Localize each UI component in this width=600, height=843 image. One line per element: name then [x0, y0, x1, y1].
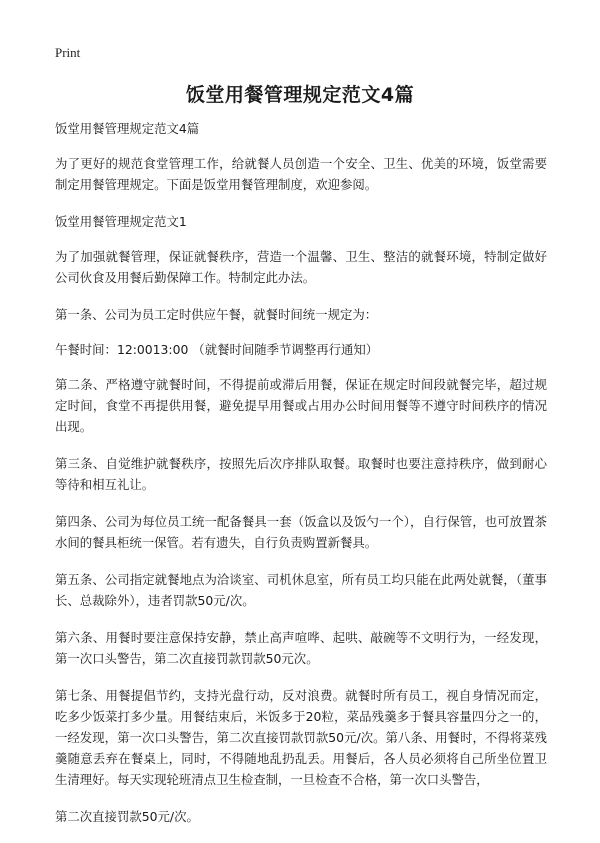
- document-title: 饭堂用餐管理规定范文4篇: [185, 84, 415, 106]
- paragraph-fine: 第二次直接罚款50元/次。: [55, 809, 199, 824]
- paragraph-section-heading: 饭堂用餐管理规定范文1: [55, 214, 187, 229]
- print-link[interactable]: Print: [55, 45, 81, 60]
- paragraph-article-6: 第六条、用餐时要注意保持安静，禁止高声喧哗、起哄、敲碗等不文明行为，一经发现，第一次口头警告，第二次直接罚款罚款50元次。: [55, 630, 547, 666]
- paragraph-article-3: 第三条、自觉维护就餐秩序，按照先后次序排队取餐。取餐时也要注意持秩序，做到耐心等待和相互礼让。: [55, 456, 547, 492]
- document-body: [55, 118, 547, 843]
- paragraph-article-2: 第二条、严格遵守就餐时间，不得提前或滞后用餐，保证在规定时间段就餐完毕，超过规定时间，食堂不再提供用餐，避免提早用餐或占用办公时间用餐等不遵守时间秩序的情况出现。: [55, 377, 547, 434]
- paragraph-article-5: 第五条、公司指定就餐地点为洽谈室、司机休息室，所有员工均只能在此两处就餐，（董事长、总裁除外），违者罚款50元/次。: [55, 572, 547, 608]
- paragraph-article-1: 第一条、公司为员工定时供应午餐，就餐时间统一规定为：: [55, 307, 378, 322]
- paragraph-article-4: 第四条、公司为每位员工统一配备餐具一套（饭盒以及饭勺一个），自行保管，也可放置茶水间的餐具柜统一保管。若有遗失，自行负责购置新餐具。: [55, 514, 547, 550]
- paragraph-lunch-time: 午餐时间：12:0013:00 （就餐时间随季节调整再行通知）: [55, 342, 379, 357]
- paragraph-intro: 为了更好的规范食堂管理工作，给就餐人员创造一个安全、卫生、优美的环境，饭堂需要制定用餐管理规定。下面是饭堂用餐管理制度，欢迎参阅。: [55, 156, 547, 192]
- paragraph-purpose: 为了加强就餐管理，保证就餐秩序，营造一个温馨、卫生、整洁的就餐环境，特制定做好公司伙食及用餐后勤保障工作。特制定此办法。: [55, 249, 547, 285]
- paragraph-article-7-8: 第七条、用餐提倡节约，支持光盘行动，反对浪费。就餐时所有员工，视自身情况而定，吃多少饭菜打多少量。用餐结束后，米饭多于20粒，菜品残羹多于餐具容量四分之一的，一经发现，第一次口头警告，第二次直接罚款罚款50元/次。第八条、用餐时，不得将菜残羹随意丢弃在餐桌上，同时，不得随地乱扔乱丢。用餐后，各人员必须将自己所坐位置卫生清理好。每天实现轮班清点卫生检查制，一旦检查不合格，第一次口头警告，: [55, 688, 547, 787]
- paragraph-subtitle: 饭堂用餐管理规定范文4篇: [55, 121, 200, 136]
